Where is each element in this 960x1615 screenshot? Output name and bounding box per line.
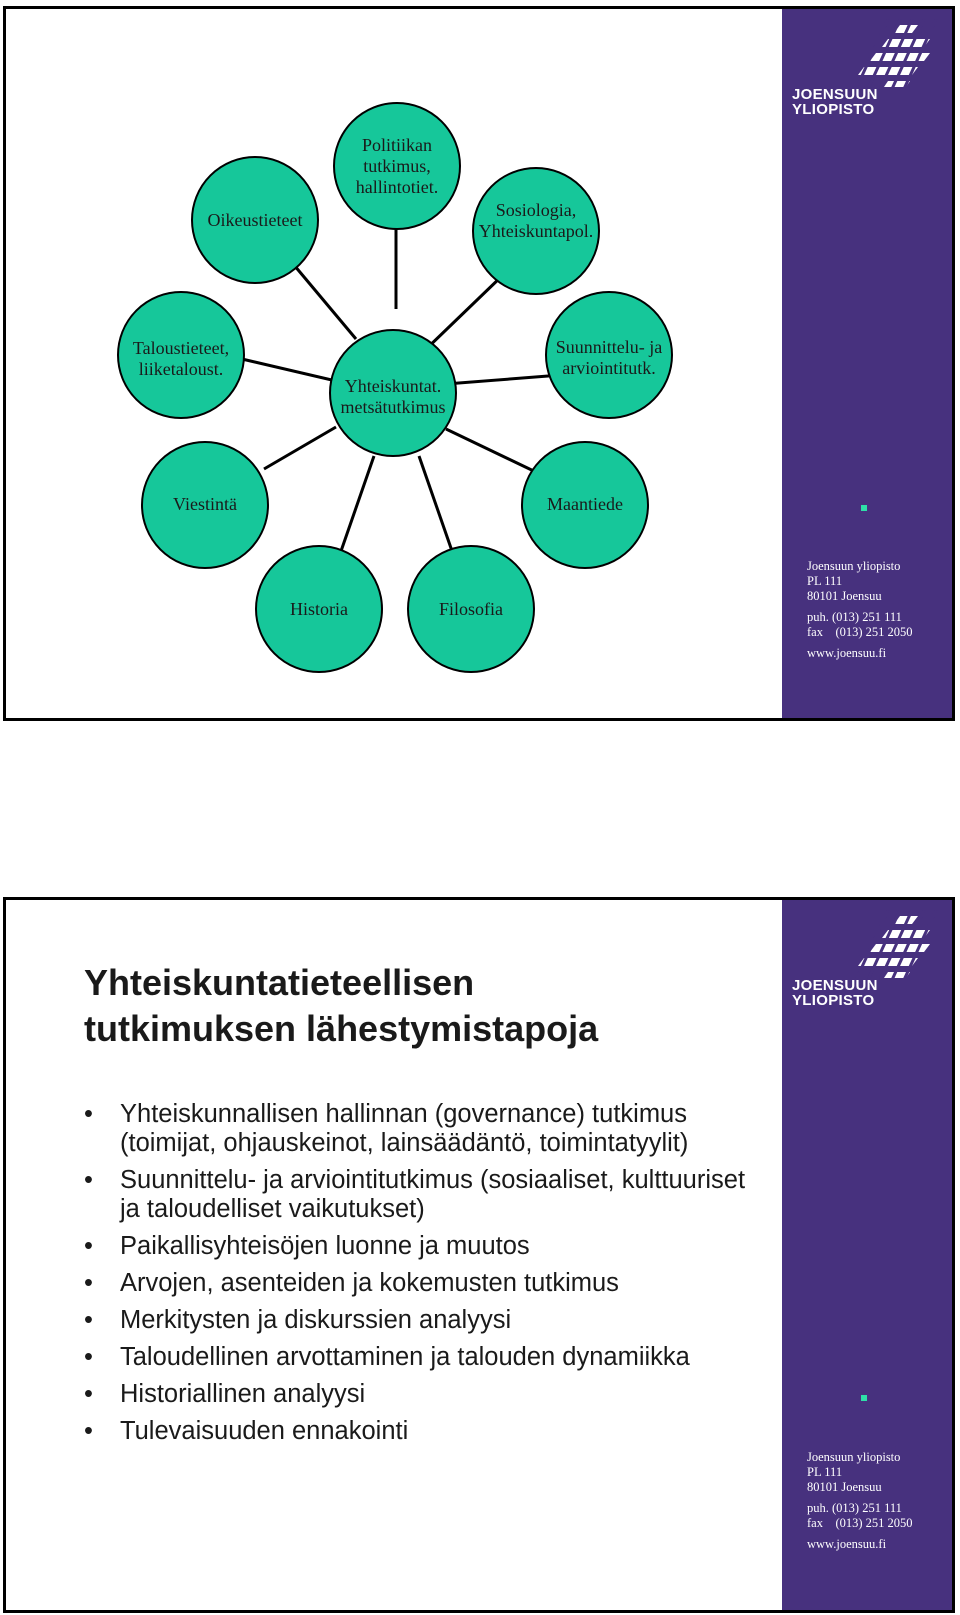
connector-suunnittelu (446, 375, 561, 384)
contact-name: Joensuun yliopisto (807, 1450, 901, 1464)
connector-oikeustieteet (294, 265, 356, 339)
logo-line-2: YLIOPISTO (792, 992, 875, 1009)
contact-web[interactable]: www.joensuu.fi (807, 1537, 887, 1551)
discipline-diagram (6, 9, 786, 724)
logo-mark-icon (792, 910, 942, 980)
contact-po-box: PL 111 (807, 1465, 843, 1479)
bullet-text: Tulevaisuuden ennakointi (120, 1417, 409, 1445)
logo-mark-icon (792, 19, 942, 89)
bullet-item (84, 1306, 764, 1335)
connector-filosofia (419, 456, 452, 551)
logo-text (792, 87, 878, 117)
contact-postal: 80101 Joensuu (807, 1480, 882, 1494)
node-label-suunnittelu: Suunnittelu- ja arviointitutk. (555, 337, 663, 378)
bullet-list (84, 1100, 764, 1454)
connector-sosiologia (421, 274, 504, 354)
node-label-filosofia: Filosofia (438, 599, 503, 619)
logo-line-1: JOENSUUN (792, 86, 878, 103)
bullet-text: Historiallinen analyysi (120, 1380, 366, 1408)
contact-info (807, 1450, 913, 1552)
sidebar (782, 900, 952, 1610)
bullet-text: Paikallisyhteisöjen luonne ja muutos (120, 1232, 530, 1260)
bullet-text: Suunnittelu- ja arviointitutkimus (sosiaaliset, kulttuuriset ja taloudelliset vaikutukset) (120, 1166, 746, 1223)
connector-viestinta (264, 427, 336, 469)
title-line-2: tutkimuksen lähestymistapoja (84, 1008, 599, 1049)
bullet-dot-icon: • (84, 1380, 93, 1408)
contact-info (807, 559, 913, 661)
contact-postal: 80101 Joensuu (807, 589, 882, 603)
contact-fax: fax (013) 251 2050 (807, 1516, 913, 1530)
bullet-dot-icon: • (84, 1269, 93, 1297)
bullet-text: Arvojen, asenteiden ja kokemusten tutkimus (120, 1269, 619, 1297)
bullet-item (84, 1343, 764, 1372)
slide-title (84, 960, 598, 1052)
logo-line-1: JOENSUUN (792, 977, 878, 994)
logo-text (792, 978, 878, 1008)
contact-fax: fax (013) 251 2050 (807, 625, 913, 639)
university-logo (792, 19, 942, 129)
bullet-dot-icon: • (84, 1417, 93, 1445)
bullet-dot-icon: • (84, 1343, 93, 1371)
contact-phone: puh. (013) 251 111 (807, 610, 902, 624)
node-label-historia: Historia (290, 599, 348, 619)
logo-line-2: YLIOPISTO (792, 101, 875, 118)
accent-square-icon (861, 1395, 867, 1401)
bullet-dot-icon: • (84, 1166, 93, 1194)
bullet-item (84, 1269, 764, 1298)
bullet-item (84, 1100, 764, 1158)
bullet-text: Taloudellinen arvottaminen ja talouden dynamiikka (120, 1343, 690, 1371)
contact-po-box: PL 111 (807, 574, 843, 588)
university-logo (792, 910, 942, 1020)
slide-diagram (3, 6, 955, 721)
bullet-item (84, 1232, 764, 1261)
node-label-politiikan: Politiikan tutkimus, hallintotiet. (355, 135, 439, 197)
bullet-item (84, 1380, 764, 1409)
slide-approaches (3, 897, 955, 1613)
contact-name: Joensuun yliopisto (807, 559, 901, 573)
connector-taloustieteet (242, 359, 336, 381)
bullet-dot-icon: • (84, 1100, 93, 1128)
bullet-dot-icon: • (84, 1232, 93, 1260)
bullet-text: Merkitysten ja diskurssien analyysi (120, 1306, 512, 1334)
contact-phone: puh. (013) 251 111 (807, 1501, 902, 1515)
node-label-viestinta: Viestintä (173, 494, 237, 514)
bullet-item (84, 1166, 764, 1224)
node-label-oikeustieteet: Oikeustieteet (207, 210, 303, 230)
node-label-sosiologia: Sosiologia, Yhteiskuntapol. (478, 200, 594, 241)
node-label-taloustieteet: Taloustieteet, liiketaloust. (132, 338, 230, 379)
bullet-text: Yhteiskunnallisen hallinnan (governance) tutkimus (toimijat, ohjauskeinot, lainsäädäntö, toimintatyylit) (120, 1100, 689, 1157)
bullet-dot-icon: • (84, 1306, 93, 1334)
node-label-center: Yhteiskuntat. metsätutkimus (340, 376, 446, 417)
title-line-1: Yhteiskuntatieteellisen (84, 962, 475, 1003)
node-label-maantiede: Maantiede (547, 494, 623, 514)
contact-web[interactable]: www.joensuu.fi (807, 646, 887, 660)
connector-historia (340, 456, 374, 554)
sidebar (782, 9, 952, 718)
bullet-item (84, 1417, 764, 1446)
accent-square-icon (861, 505, 867, 511)
connector-maantiede (446, 429, 540, 474)
